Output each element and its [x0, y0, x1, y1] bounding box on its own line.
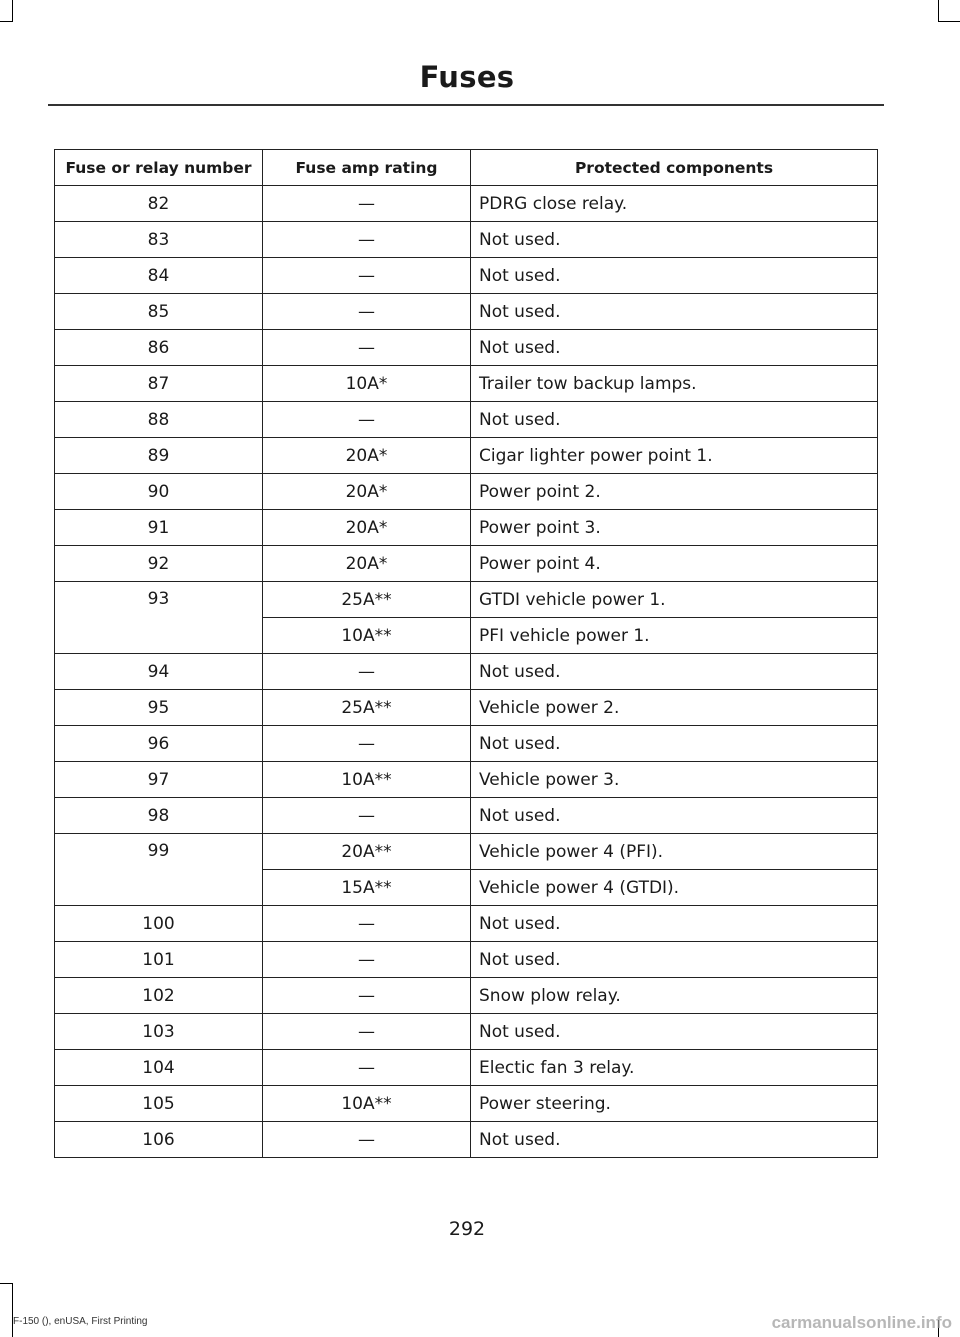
table-row — [55, 762, 878, 798]
table-row — [55, 582, 878, 618]
fuse-number-cell: 92 — [55, 546, 263, 582]
protected-component-cell: Cigar lighter power point 1. — [471, 438, 878, 474]
table-row — [55, 402, 878, 438]
amp-rating-cell: 10A** — [263, 762, 471, 798]
fuse-number-cell: 82 — [55, 186, 263, 222]
table-row — [55, 186, 878, 222]
amp-rating-cell: 20A** — [263, 834, 471, 870]
fuse-number-cell: 106 — [55, 1122, 263, 1158]
table-row — [55, 294, 878, 330]
fuse-number-cell: 88 — [55, 402, 263, 438]
table-row — [55, 330, 878, 366]
header-divider — [48, 104, 884, 106]
protected-component-cell: Not used. — [471, 222, 878, 258]
protected-component-cell: PDRG close relay. — [471, 186, 878, 222]
amp-rating-cell: — — [263, 330, 471, 366]
protected-component-cell: Trailer tow backup lamps. — [471, 366, 878, 402]
amp-rating-cell: 10A** — [263, 618, 471, 654]
table-row — [55, 906, 878, 942]
amp-rating-cell: 20A* — [263, 510, 471, 546]
fuse-number-cell: 100 — [55, 906, 263, 942]
amp-rating-cell: — — [263, 978, 471, 1014]
amp-rating-cell: 20A* — [263, 438, 471, 474]
fuse-number-cell: 99 — [55, 834, 263, 906]
amp-rating-cell: — — [263, 222, 471, 258]
protected-component-cell: Snow plow relay. — [471, 978, 878, 1014]
fuse-number-cell: 85 — [55, 294, 263, 330]
amp-rating-cell: — — [263, 906, 471, 942]
fuse-number-cell: 98 — [55, 798, 263, 834]
table-row — [55, 942, 878, 978]
table-row — [55, 546, 878, 582]
crop-mark-top-right-h — [938, 21, 960, 22]
protected-component-cell: Not used. — [471, 1014, 878, 1050]
column-header-protected-components: Protected components — [471, 150, 878, 186]
table-row — [55, 654, 878, 690]
amp-rating-cell: — — [263, 726, 471, 762]
protected-component-cell: Vehicle power 4 (GTDI). — [471, 870, 878, 906]
fuse-number-cell: 89 — [55, 438, 263, 474]
amp-rating-cell: — — [263, 1122, 471, 1158]
protected-component-cell: Not used. — [471, 798, 878, 834]
amp-rating-cell: 20A* — [263, 546, 471, 582]
crop-mark-bottom-left-h — [0, 1283, 13, 1284]
fuse-number-cell: 97 — [55, 762, 263, 798]
fuse-number-cell: 105 — [55, 1086, 263, 1122]
crop-mark-top-left-v — [12, 0, 13, 22]
crop-mark-top-right-v — [938, 0, 939, 22]
table-row — [55, 1122, 878, 1158]
protected-component-cell: Not used. — [471, 1122, 878, 1158]
fuse-number-cell: 101 — [55, 942, 263, 978]
protected-component-cell: Not used. — [471, 726, 878, 762]
fuse-number-cell: 90 — [55, 474, 263, 510]
table-row — [55, 690, 878, 726]
protected-component-cell: Not used. — [471, 942, 878, 978]
page-title: Fuses — [419, 60, 515, 94]
fuse-number-cell: 87 — [55, 366, 263, 402]
table-row — [55, 798, 878, 834]
amp-rating-cell: — — [263, 798, 471, 834]
amp-rating-cell: — — [263, 402, 471, 438]
fuse-number-cell: 104 — [55, 1050, 263, 1086]
fuse-number-cell: 95 — [55, 690, 263, 726]
protected-component-cell: Not used. — [471, 330, 878, 366]
amp-rating-cell: 10A* — [263, 366, 471, 402]
protected-component-cell: Not used. — [471, 906, 878, 942]
table-row — [55, 1050, 878, 1086]
amp-rating-cell: — — [263, 1014, 471, 1050]
amp-rating-cell: — — [263, 942, 471, 978]
page-number: 292 — [448, 1218, 486, 1240]
fuse-number-cell: 102 — [55, 978, 263, 1014]
protected-component-cell: Vehicle power 2. — [471, 690, 878, 726]
protected-component-cell: Not used. — [471, 294, 878, 330]
protected-component-cell: PFI vehicle power 1. — [471, 618, 878, 654]
protected-component-cell: Power point 4. — [471, 546, 878, 582]
table-row — [55, 1086, 878, 1122]
protected-component-cell: Vehicle power 3. — [471, 762, 878, 798]
protected-component-cell: Power point 2. — [471, 474, 878, 510]
fuse-table — [54, 149, 878, 1158]
table-row — [55, 366, 878, 402]
fuse-number-cell: 83 — [55, 222, 263, 258]
amp-rating-cell: — — [263, 294, 471, 330]
amp-rating-cell: 15A** — [263, 870, 471, 906]
amp-rating-cell: 10A** — [263, 1086, 471, 1122]
fuse-number-cell: 86 — [55, 330, 263, 366]
amp-rating-cell: 25A** — [263, 690, 471, 726]
table-row — [55, 438, 878, 474]
table-row — [55, 510, 878, 546]
protected-component-cell: Power steering. — [471, 1086, 878, 1122]
protected-component-cell: Vehicle power 4 (PFI). — [471, 834, 878, 870]
footer-text: F-150 (), enUSA, First Printing — [13, 1316, 148, 1327]
column-header-amp-rating: Fuse amp rating — [263, 150, 471, 186]
amp-rating-cell: — — [263, 186, 471, 222]
table-row — [55, 834, 878, 870]
amp-rating-cell: — — [263, 654, 471, 690]
fuse-number-cell: 93 — [55, 582, 263, 654]
table-row — [55, 474, 878, 510]
fuse-number-cell: 84 — [55, 258, 263, 294]
table-row — [55, 258, 878, 294]
amp-rating-cell: 20A* — [263, 474, 471, 510]
amp-rating-cell: — — [263, 1050, 471, 1086]
amp-rating-cell: 25A** — [263, 582, 471, 618]
protected-component-cell: Not used. — [471, 654, 878, 690]
crop-mark-bottom-left-v — [12, 1283, 13, 1337]
protected-component-cell: Not used. — [471, 258, 878, 294]
table-row — [55, 222, 878, 258]
fuse-number-cell: 103 — [55, 1014, 263, 1050]
fuse-table-body — [55, 186, 878, 1158]
fuse-number-cell: 94 — [55, 654, 263, 690]
watermark: carmanualsonline.info — [771, 1313, 952, 1332]
amp-rating-cell: — — [263, 258, 471, 294]
column-header-fuse-number: Fuse or relay number — [55, 150, 263, 186]
fuse-number-cell: 96 — [55, 726, 263, 762]
protected-component-cell: Electic fan 3 relay. — [471, 1050, 878, 1086]
table-row — [55, 726, 878, 762]
crop-mark-top-left-h — [0, 21, 13, 22]
protected-component-cell: GTDI vehicle power 1. — [471, 582, 878, 618]
table-header-row — [55, 150, 878, 186]
table-row — [55, 978, 878, 1014]
fuse-number-cell: 91 — [55, 510, 263, 546]
protected-component-cell: Power point 3. — [471, 510, 878, 546]
table-row — [55, 1014, 878, 1050]
protected-component-cell: Not used. — [471, 402, 878, 438]
